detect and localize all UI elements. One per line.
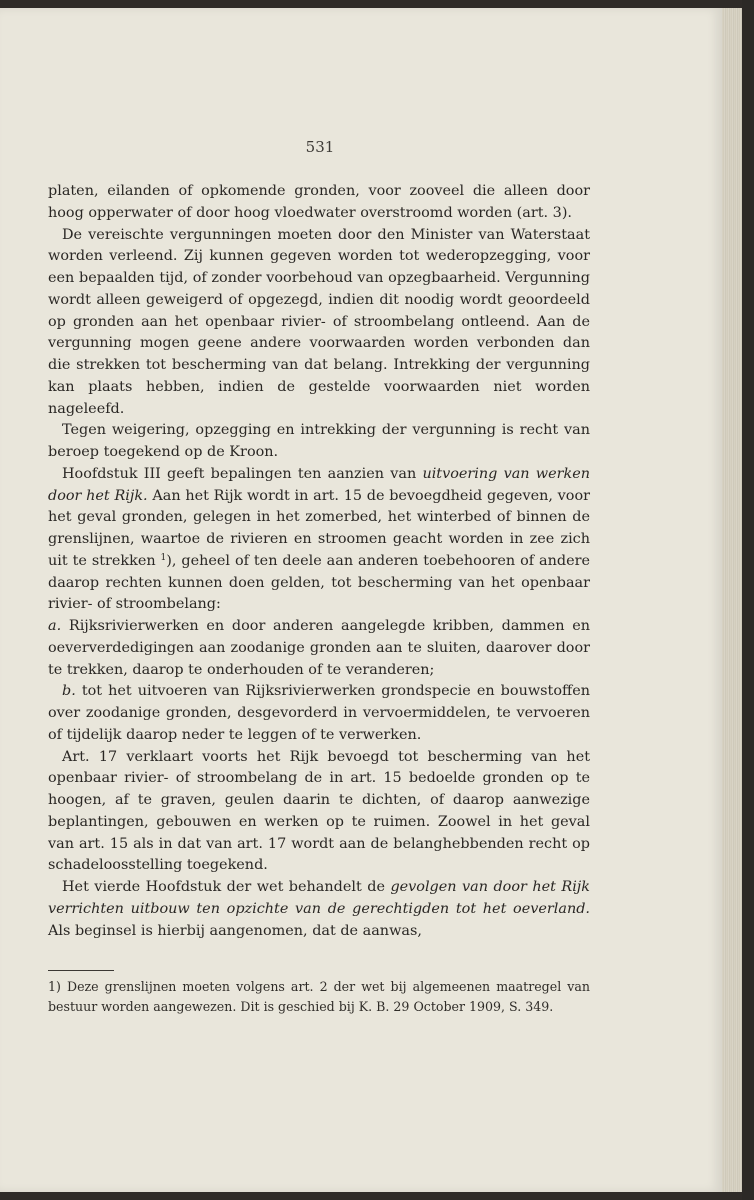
paragraph-hoofdstuk-3 <box>48 464 590 616</box>
list-item <box>48 616 590 681</box>
text-run: Aan het Rijk wordt in art. 15 de bevoegdheid gegeven, voor het geval gronden, gelegen in het zomerbed, het winterbed of binnen de grenslijnen, waartoe de rivieren en stroomen geacht worden in zee zich uit te strekken <box>48 487 590 569</box>
paragraph: platen, eilanden of opkomende gronden, voor zooveel die alleen door hoog opperwater of door hoog vloedwater overstroomd worden (art. 3). <box>48 183 590 221</box>
list-marker: a. <box>48 618 62 634</box>
book-page <box>0 8 722 1192</box>
list-text: tot het uitvoeren van Rijksrivierwerken grondspecie en bouwstoffen over zoodanige gronden, desgevorderd in vervoermiddelen, te vervoeren of tijdelijk daarop neder te leggen of te verwerken. <box>48 683 590 743</box>
italic-run: gevolgen van door het Rijk verrichten uitbouw ten opzichte van de gerechtigden tot het oeverland. <box>48 879 590 917</box>
italic-run: uitvoering van werken door het Rijk. <box>48 465 590 504</box>
page-number: 531 <box>305 138 335 156</box>
paragraph-hoofdstuk-4 <box>48 877 590 942</box>
text-run: Het vierde Hoofdstuk der wet behandelt de <box>62 879 391 895</box>
list-marker: b. <box>62 683 76 700</box>
footnote-ref: 1 <box>160 552 167 563</box>
text-run: Als beginsel is hierbij aangenomen, dat de aanwas, <box>48 922 422 939</box>
paragraph: De vereischte vergunningen moeten door den Minister van Waterstaat worden verleend. Zij kunnen gegeven worden tot wederopzegging, voor een bepaalden tijd, of zonder voorbehoud van opzegbaarheid. Vergunning wordt alleen geweigerd of opgezegd, indien dit noodig wordt geoordeeld op gronden aan het openbaar rivier- of stroombelang ontleend. Aan de vergunning mogen geene andere voorwaarden worden verbonden dan die strekken tot bescherming van dat belang. Intrekking der vergunning kan plaats hebben, indien de gestelde voorwaarden niet worden nageleefd. <box>48 226 590 417</box>
paragraph: Tegen weigering, opzegging en intrekking der vergunning is recht van beroep toegekend op de Kroon. <box>48 422 590 460</box>
footnote-text: 1) Deze grenslijnen moeten volgens art. 2 der wet bij algemeenen maatregel van bestuur worden aangewezen. Dit is geschied bij K. B. 29 October 1909, S. 349. <box>48 979 590 1014</box>
footnote <box>48 977 590 1016</box>
text-run: Hoofdstuk III geeft bepalingen ten aanzien van <box>62 465 423 482</box>
body-text <box>48 181 590 942</box>
list-item <box>48 681 590 746</box>
list-text: Rijksrivierwerken en door anderen aangelegde kribben, dammen en oeververdedigingen aan zoodanige gronden aan te sluiten, daarover door te trekken, daarop te onderhouden of te veranderen; <box>48 618 590 678</box>
paragraph-art-17: Art. 17 verklaart voorts het Rijk bevoegd tot bescherming van het openbaar rivier- of stroombelang de in art. 15 bedoelde gronden op te hoogen, af te graven, geulen daarin te dichten, of daarop aanwezige beplantingen, gebouwen en werken op te ruimen. Zoowel in het geval van art. 15 als in dat van art. 17 wordt aan de belanghebbenden recht op schadeloosstelling toegekend. <box>48 748 590 874</box>
footnote-divider <box>48 970 114 971</box>
book-spine <box>742 0 754 1200</box>
text-run: ), geheel of ten deele aan anderen toebehooren of andere daarop rechten kunnen doen gelden, tot bescherming van het openbaar rivier- of stroombelang: <box>48 552 590 613</box>
